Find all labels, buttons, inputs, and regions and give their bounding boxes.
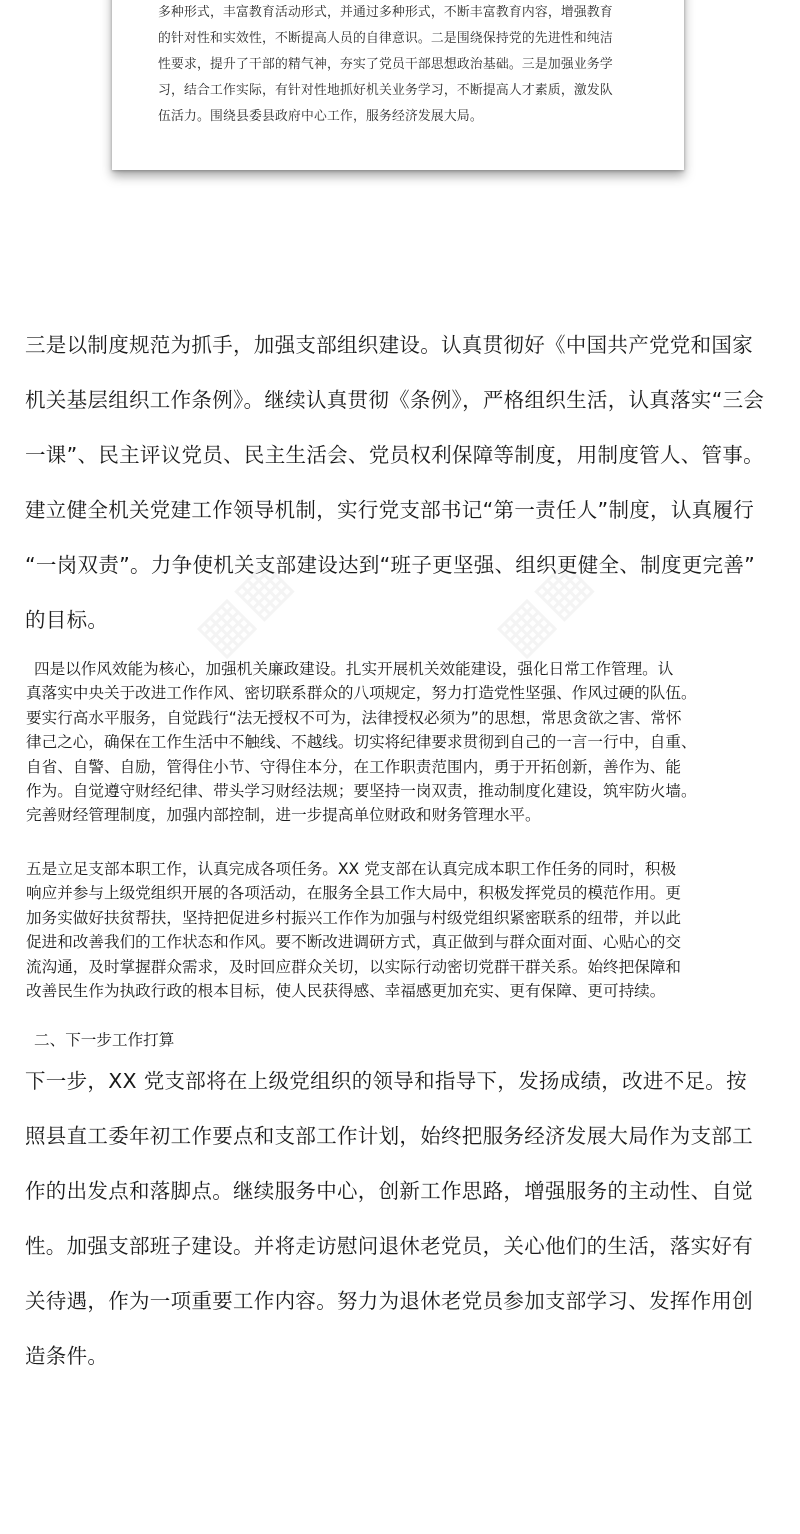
- preview-line: 习，结合工作实际，有针对性地抓好机关业务学习，不断提高人才素质，激发队: [158, 83, 613, 98]
- preview-line: 伍活力。围绕县委县政府中心工作，服务经济发展大局。: [158, 109, 483, 124]
- preview-card-text: [158, 0, 658, 130]
- paragraph-line: 律己之心，确保在工作生活中不触线、不越线。切实将纪律要求贯彻到自己的一言一行中，自重、: [26, 733, 697, 752]
- paragraph-line: 完善财经管理制度，加强内部控制，进一步提高单位财政和财务管理水平。: [26, 806, 541, 825]
- paragraph-next-steps: [25, 1054, 785, 1384]
- paragraph-line: 自省、自警、自励，管得住小节、守得住本分，在工作职责范围内，勇于开拓创新，善作为、能: [26, 757, 681, 776]
- preview-line: 的针对性和实效性，不断提高人员的自律意识。二是围绕保持党的先进性和纯洁: [158, 31, 613, 46]
- paragraph-line: 四是以作风效能为核心，加强机关廉政建设。扎实开展机关效能建设，强化日常工作管理。认: [34, 660, 674, 678]
- paragraph-line: 加务实做好扶贫帮扶，坚持把促进乡村振兴工作作为加强与村级党组织紧密联系的纽带，并以此: [26, 908, 681, 927]
- paragraph-line: 性。加强支部班子建设。并将走访慰问退休老党员，关心他们的生活，落实好有: [25, 1234, 753, 1258]
- paragraph-five: [26, 857, 786, 1003]
- paragraph-four: [26, 657, 786, 828]
- paragraph-three: [25, 318, 785, 648]
- paragraph-line: 建立健全机关党建工作领导机制，实行党支部书记“第一责任人”制度，认真履行: [25, 498, 755, 522]
- paragraph-line: 作为。自觉遵守财经纪律、带头学习财经法规；要坚持一岗双责，推动制度化建设，筑牢防火墙。: [26, 782, 697, 801]
- paragraph-line: 机关基层组织工作条例》。继续认真贯彻《条例》，严格组织生活，认真落实“三会: [25, 388, 765, 412]
- paragraph-line: 下一步，XX 党支部将在上级党组织的领导和指导下，发扬成绩，改进不足。按: [25, 1069, 747, 1093]
- paragraph-line: 造条件。: [25, 1344, 109, 1368]
- section-heading: 二、下一步工作打算: [34, 1031, 175, 1049]
- paragraph-line: 一课”、民主评议党员、民主生活会、党员权利保障等制度，用制度管人、管事。: [25, 443, 764, 467]
- paragraph-line: 作的出发点和落脚点。继续服务中心，创新工作思路，增强服务的主动性、自觉: [25, 1179, 753, 1203]
- paragraph-line: 促进和改善我们的工作状态和作风。要不断改进调研方式，真正做到与群众面对面、心贴心的交: [26, 933, 681, 952]
- paragraph-line: 五是立足支部本职工作，认真完成各项任务。XX 党支部在认真完成本职工作任务的同时，积极: [26, 860, 677, 878]
- paragraph-line: 的目标。: [25, 608, 109, 632]
- document-preview-card: [112, 0, 684, 170]
- paragraph-line: 改善民生作为执政行政的根本目标，使人民获得感、幸福感更加充实、更有保障、更可持续。: [26, 982, 666, 1001]
- paragraph-line: “一岗双责”。力争使机关支部建设达到“班子更坚强、组织更健全、制度更完善”: [25, 553, 756, 577]
- paragraph-line: 三是以制度规范为抓手，加强支部组织建设。认真贯彻好《中国共产党党和国家: [25, 333, 753, 357]
- paragraph-line: 流沟通，及时掌握群众需求，及时回应群众关切，以实际行动密切党群干群关系。始终把保障和: [26, 957, 681, 976]
- paragraph-line: 照县直工委年初工作要点和支部工作计划，始终把服务经济发展大局作为支部工: [25, 1124, 753, 1148]
- preview-line: 多种形式，丰富教育活动形式，并通过多种形式，不断丰富教育内容，增强教育: [158, 5, 613, 20]
- paragraph-line: 真落实中央关于改进工作作风、密切联系群众的八项规定，努力打造党性坚强、作风过硬的队伍。: [26, 684, 697, 703]
- preview-line: 性要求，提升了干部的精气神，夯实了党员干部思想政治基础。三是加强业务学: [158, 57, 613, 72]
- paragraph-line: 关待遇，作为一项重要工作内容。努力为退休老党员参加支部学习、发挥作用创: [25, 1289, 753, 1313]
- paragraph-line: 要实行高水平服务，自觉践行“法无授权不可为，法律授权必须为”的思想，常思贪欲之害、常怀: [26, 708, 682, 727]
- paragraph-line: 响应并参与上级党组织开展的各项活动，在服务全县工作大局中，积极发挥党员的模范作用。更: [26, 884, 681, 903]
